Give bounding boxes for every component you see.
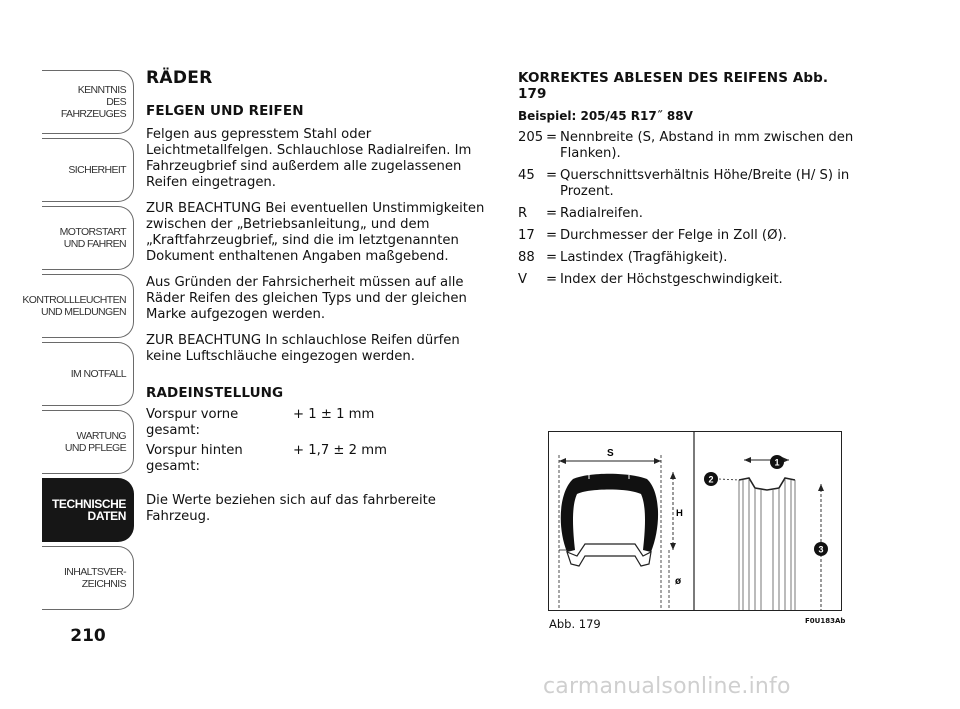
marker-3-icon bbox=[814, 542, 828, 556]
tab-label: TECHNISCHE DATEN bbox=[51, 497, 126, 523]
rim-outline bbox=[739, 478, 795, 490]
paragraph: Aus Gründen der Fahrsicherheit müssen auf alle Räder Reifen des gleichen Typs und der gleichen Marke aufgezogen werden. bbox=[146, 275, 467, 322]
arrow-left-icon bbox=[744, 457, 751, 463]
svg-text:2: 2 bbox=[708, 474, 714, 485]
tab-sicherheit[interactable] bbox=[42, 138, 134, 202]
definition-row bbox=[518, 272, 858, 288]
paragraph: Felgen aus gepresstem Stahl oder Leichtmetallfelgen. Schlauchlose Radialreifen. Im Fahrzeugbrief sind außerdem alle zugelassenen Reifen eingetragen. bbox=[146, 127, 472, 190]
def-text: Radialreifen. bbox=[560, 206, 643, 221]
page-title: RÄDER bbox=[146, 68, 213, 88]
note: Die Werte beziehen sich auf das fahrbereite Fahrzeug. bbox=[146, 493, 436, 524]
tab-kenntnis[interactable] bbox=[42, 70, 134, 134]
chapter-tabs bbox=[22, 70, 134, 614]
section-heading-radeinstellung: RADEINSTELLUNG bbox=[146, 385, 284, 401]
tab-label: IM NOTFALL bbox=[70, 368, 126, 380]
definition-row bbox=[518, 130, 858, 162]
marker-2-icon bbox=[704, 472, 739, 486]
page-number: 210 bbox=[70, 626, 106, 646]
tab-label: WARTUNG UND PFLEGE bbox=[64, 430, 126, 454]
left-column bbox=[146, 70, 496, 535]
tab-label: SICHERHEIT bbox=[68, 164, 126, 176]
rim-profile bbox=[704, 455, 828, 610]
spec-label: Vorspur vorne gesamt: bbox=[146, 407, 239, 438]
paragraph: ZUR BEACHTUNG Bei eventuellen Unstimmigkeiten zwischen der „Betriebsanleitung„ und dem „Kraftfahrzeugbrief„ sind die im letztgenannten Dokument enthaltenen Angaben maßgebend. bbox=[146, 201, 485, 264]
arrow-up-icon bbox=[818, 484, 824, 491]
arrow-up-icon bbox=[670, 472, 676, 479]
paragraph: ZUR BEACHTUNG In schlauchlose Reifen dürfen keine Luftschläuche eingezogen werden. bbox=[146, 333, 460, 364]
definition-row bbox=[518, 206, 858, 222]
tire-cross-section bbox=[559, 448, 683, 610]
tab-motorstart[interactable] bbox=[42, 206, 134, 270]
def-text: Nennbreite (S, Abstand in mm zwischen den Flanken). bbox=[560, 130, 854, 161]
def-text: Durchmesser der Felge in Zoll (Ø). bbox=[560, 228, 787, 243]
def-key: 88 bbox=[518, 250, 535, 265]
spec-row bbox=[146, 407, 496, 439]
tire-diagram bbox=[548, 431, 842, 611]
marker-1-icon bbox=[770, 455, 784, 469]
section-heading-ablesen: KORREKTES ABLESEN DES REIFENS Abb. 179 bbox=[518, 70, 829, 102]
svg-text:1: 1 bbox=[774, 457, 780, 468]
def-key: 205 bbox=[518, 130, 544, 145]
def-key: R bbox=[518, 206, 528, 221]
example-code: Beispiel: 205/45 R17˝ 88V bbox=[518, 109, 693, 123]
tab-label: MOTORSTART UND FAHREN bbox=[59, 226, 126, 250]
arrow-right-icon bbox=[654, 458, 661, 464]
figure-caption: Abb. 179 bbox=[549, 617, 601, 631]
def-text: Index der Höchstgeschwindigkeit. bbox=[560, 272, 783, 287]
definition-row bbox=[518, 228, 858, 244]
label-diameter: ø bbox=[675, 576, 682, 587]
def-equals: = bbox=[546, 272, 558, 287]
tire-profile bbox=[561, 474, 658, 552]
arrow-down-icon bbox=[670, 543, 676, 550]
def-text: Querschnittsverhältnis Höhe/Breite (H/ S) in Prozent. bbox=[560, 168, 850, 199]
tab-label: KENNTNIS DES FAHRZEUGES bbox=[60, 84, 126, 120]
spec-value: + 1 ± 1 mm bbox=[293, 407, 375, 422]
watermark: carmanualsonline.info bbox=[543, 674, 791, 699]
tab-label: INHALTSVER- ZEICHNIS bbox=[63, 566, 126, 590]
tab-inhaltsverzeichnis[interactable] bbox=[42, 546, 134, 610]
definition-row bbox=[518, 250, 858, 266]
arrow-left-icon bbox=[559, 458, 566, 464]
tab-technische-daten[interactable] bbox=[42, 478, 134, 542]
tab-im-notfall[interactable] bbox=[42, 342, 134, 406]
right-column bbox=[518, 70, 858, 294]
figure-code: F0U183Ab bbox=[805, 617, 846, 625]
def-equals: = bbox=[546, 168, 558, 183]
tire-diagram-svg bbox=[549, 432, 841, 610]
spec-label: Vorspur hinten gesamt: bbox=[146, 443, 243, 474]
def-key: V bbox=[518, 272, 528, 287]
section-heading-felgen: FELGEN UND REIFEN bbox=[146, 103, 304, 119]
svg-text:3: 3 bbox=[818, 544, 824, 555]
def-equals: = bbox=[546, 250, 558, 265]
def-equals: = bbox=[546, 130, 558, 145]
label-s: S bbox=[607, 448, 614, 459]
rim-outline bbox=[567, 544, 651, 566]
label-h: H bbox=[676, 508, 683, 519]
spec-row bbox=[146, 443, 496, 475]
def-text: Lastindex (Tragfähigkeit). bbox=[560, 250, 728, 265]
tab-kontrollleuchten[interactable] bbox=[22, 274, 134, 338]
def-key: 45 bbox=[518, 168, 535, 183]
tab-wartung[interactable] bbox=[42, 410, 134, 474]
tab-label: KONTROLLLEUCHTEN UND MELDUNGEN bbox=[22, 294, 126, 318]
def-equals: = bbox=[546, 206, 558, 221]
definition-row bbox=[518, 168, 858, 200]
def-key: 17 bbox=[518, 228, 535, 243]
def-equals: = bbox=[546, 228, 558, 243]
spec-value: + 1,7 ± 2 mm bbox=[293, 443, 387, 458]
